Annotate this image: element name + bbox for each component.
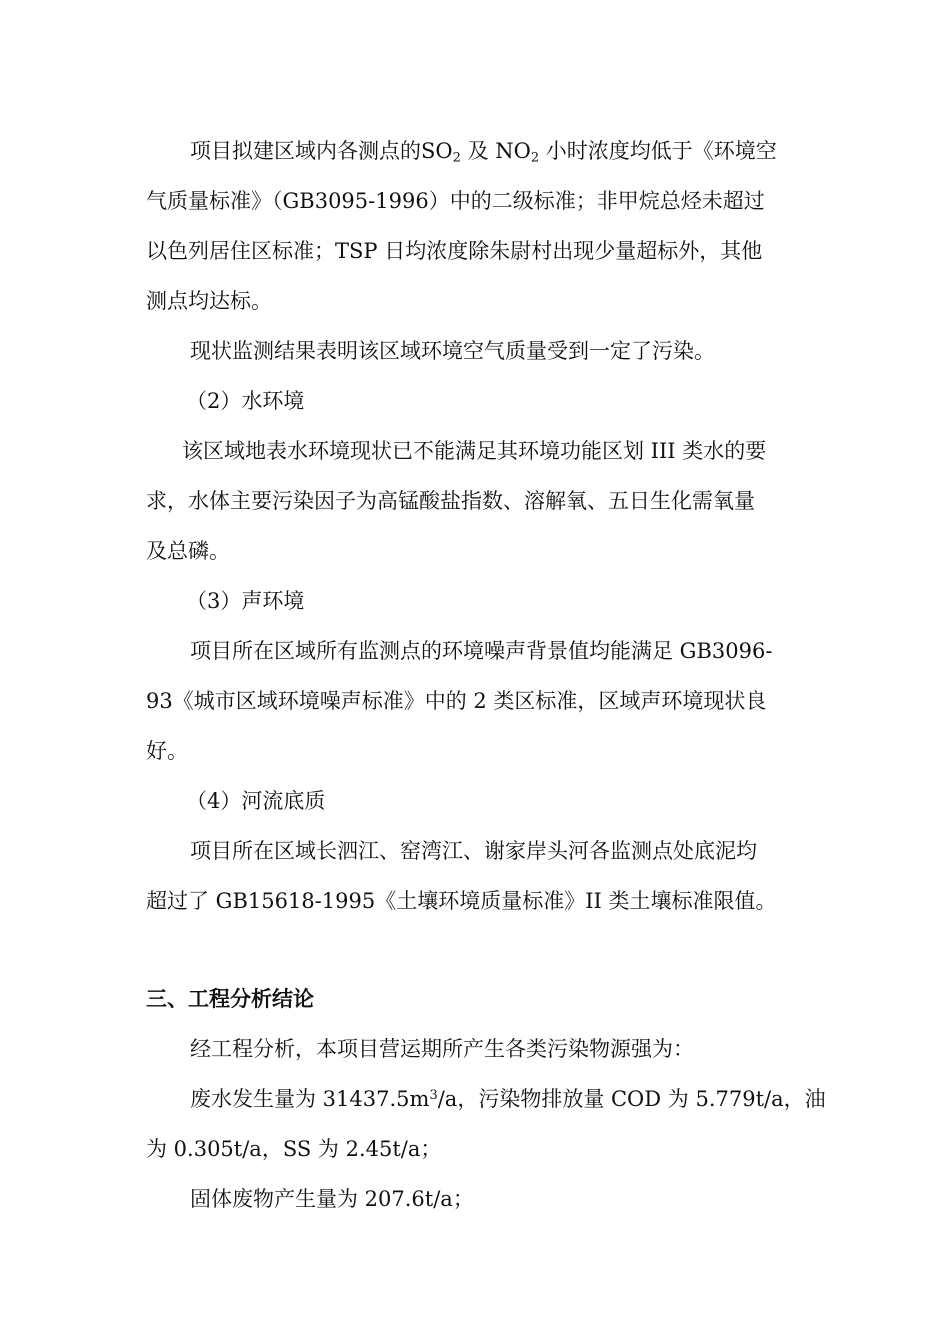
paragraph-analysis-intro: 经工程分析，本项目营运期所产生各类污染物源强为：	[190, 1037, 694, 1061]
heading-noise-environment: （3）声环境	[186, 589, 305, 613]
paragraph-noise: 项目所在区域所有监测点的环境噪声背景值均能满足 GB3096- 93《城市区域环境噪声标准》中的 2 类区标准，区域声环境现状良 好。	[146, 639, 773, 763]
heading-river-sediment: （4）河流底质	[186, 789, 326, 813]
heading-water-environment: （2）水环境	[186, 389, 305, 413]
paragraph-solid-waste: 固体废物产生量为 207.6t/a；	[190, 1187, 474, 1211]
paragraph-sediment: 项目所在区域长泗江、窑湾江、谢家岸头河各监测点处底泥均 超过了 GB15618-1995《土壤环境质量标准》II 类土壤标准限值。	[146, 839, 777, 913]
paragraph-air-quality: 项目拟建区域内各测点的$SO_2$ 及 $NO_2$ 小时浓度均低于《环境空 气质量标准》（GB3095-1996）中的二级标准；非甲烷总烃未超过 以色列居住区标准；TSP 日均浓度除朱尉村出现少量超标外，其他 测点均达标。	[146, 139, 777, 313]
paragraph-water: 该区域地表水环境现状已不能满足其环境功能区划 III 类水的要 求，水体主要污染因子为高锰酸盐指数、溶解氧、五日生化需氧量 及总磷。	[146, 439, 767, 563]
section-title-engineering-analysis: 三、工程分析结论	[146, 986, 314, 1011]
paragraph-air-summary: 现状监测结果表明该区域环境空气质量受到一定了污染。	[190, 339, 715, 363]
paragraph-wastewater: 废水发生量为 $31437.5m^3/a$，污染物排放量 COD 为 5.779t/a，油 为 0.305t/a，SS 为 2.45t/a；	[146, 1087, 826, 1161]
